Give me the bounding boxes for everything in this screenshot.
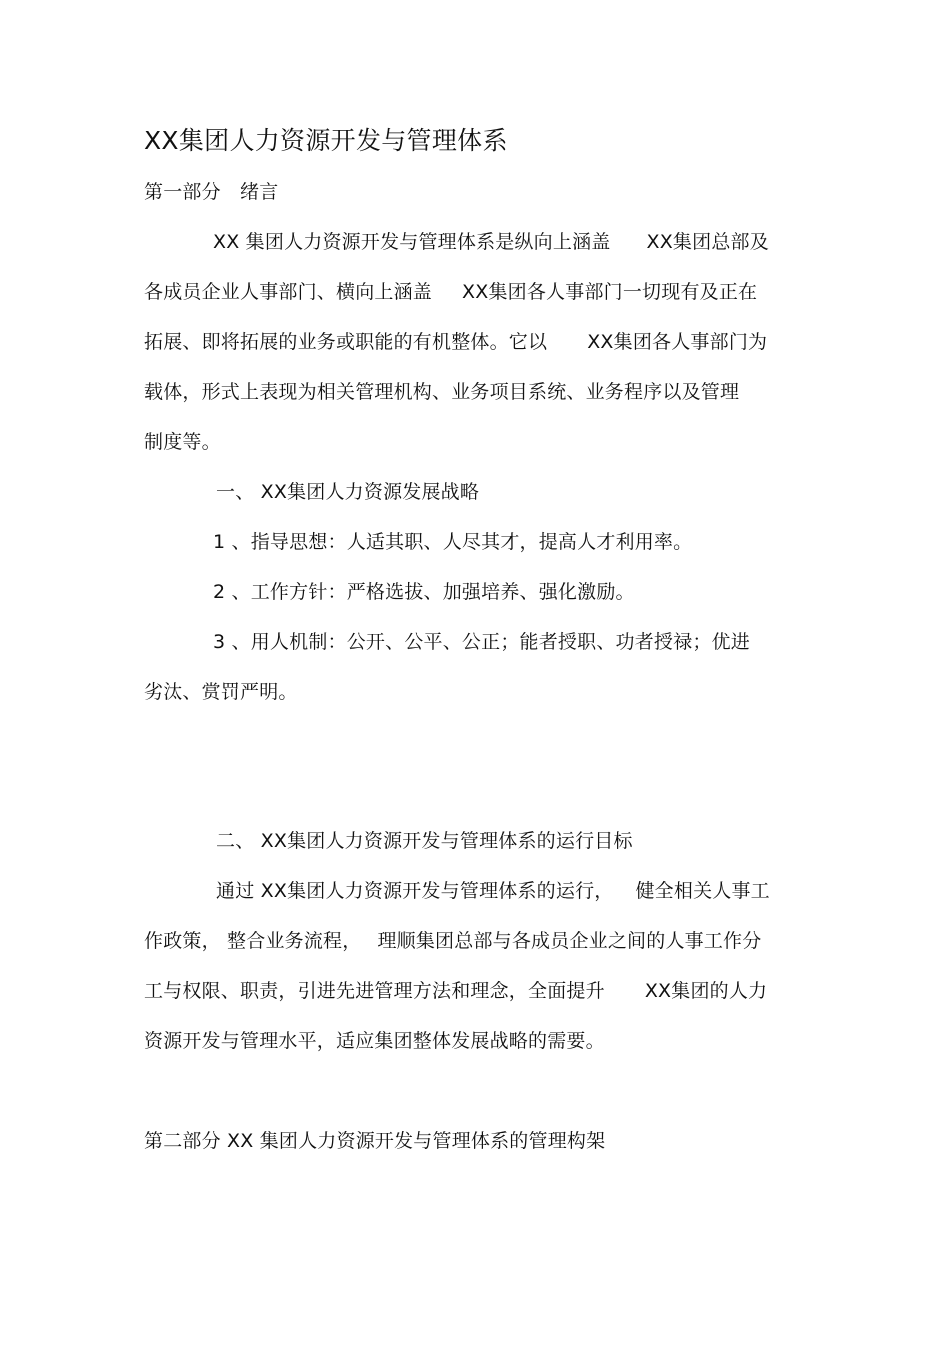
intro-line-1a: XX 集团人力资源开发与管理体系是纵向上涵盖: [213, 231, 611, 253]
section1-heading: 一、 XX集团人力资源发展战略: [216, 481, 480, 503]
intro-line-4: 载体，形式上表现为相关管理机构、业务项目系统、业务程序以及管理: [144, 381, 740, 403]
section2-line-2b: 理顺集团总部与各成员企业之间的人事工作分: [377, 930, 762, 952]
document-title: XX集团人力资源开发与管理体系: [144, 126, 508, 155]
section2-line-3: [144, 978, 767, 1004]
section1-item-3: 3 、用人机制：公开、公平、公正；能者授职、功者授禄；优进: [213, 631, 750, 653]
intro-line-1b: XX集团总部及: [646, 231, 769, 253]
intro-line-3: [144, 329, 767, 355]
section2-line-2a: 作政策， 整合业务流程，: [144, 930, 362, 952]
intro-line-3b: XX集团各人事部门为: [587, 331, 768, 353]
intro-line-2b: XX集团各人事部门一切现有及正在: [462, 281, 758, 303]
section1-item-2: 2 、工作方针：严格选拔、加强培养、强化激励。: [213, 581, 635, 603]
intro-line-1: [213, 229, 769, 255]
part1-heading: 第一部分 绪言: [144, 181, 279, 203]
section2-line-1: [216, 878, 770, 904]
section2-line-1a: 通过 XX集团人力资源开发与管理体系的运行，: [216, 880, 614, 902]
section1-item-1: 1 、指导思想：人适其职、人尽其才，提高人才利用率。: [213, 531, 693, 553]
intro-line-2a: 各成员企业人事部门、横向上涵盖: [144, 281, 433, 303]
section1-item-3-cont: 劣汰、赏罚严明。: [144, 681, 298, 703]
section2-line-1b: 健全相关人事工: [635, 880, 770, 902]
section2-line-3a: 工与权限、职责，引进先进管理方法和理念，全面提升: [144, 980, 605, 1002]
intro-line-5: 制度等。: [144, 431, 221, 453]
section2-line-2: [144, 928, 761, 954]
intro-line-3a: 拓展、即将拓展的业务或职能的有机整体。它以: [144, 331, 548, 353]
section2-line-4: 资源开发与管理水平，适应集团整体发展战略的需要。: [144, 1030, 605, 1052]
section2-heading: 二、 XX集团人力资源开发与管理体系的运行目标: [216, 830, 633, 852]
intro-line-2: [144, 279, 757, 305]
part2-heading: 第二部分 XX 集团人力资源开发与管理体系的管理构架: [144, 1130, 606, 1152]
section2-line-3b: XX集团的人力: [644, 980, 768, 1002]
